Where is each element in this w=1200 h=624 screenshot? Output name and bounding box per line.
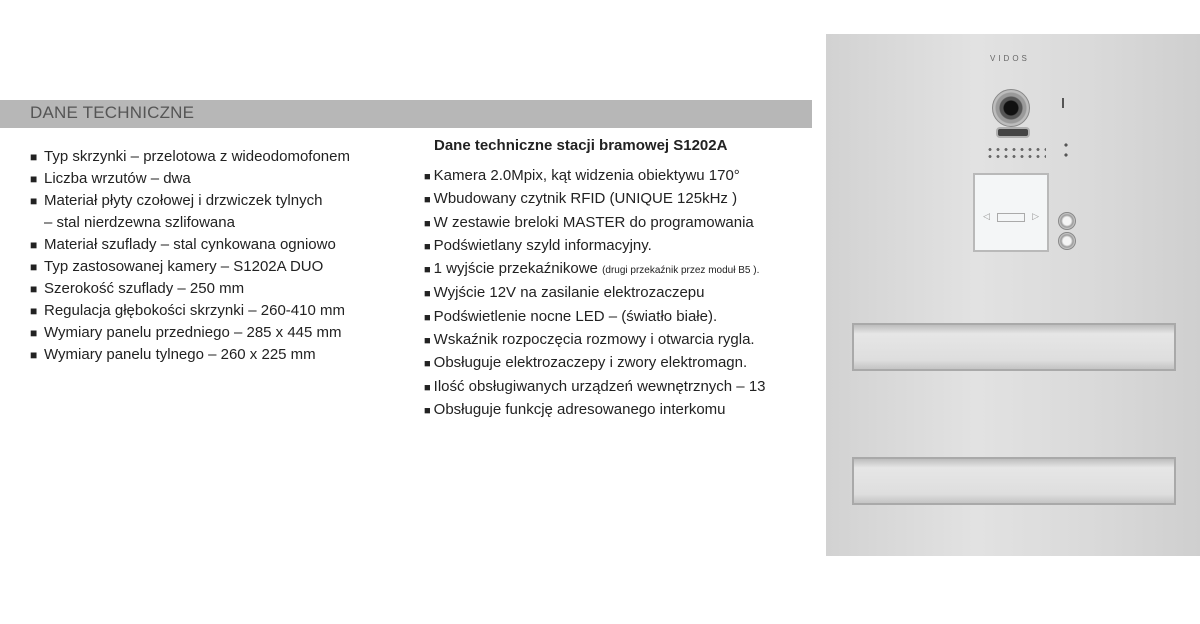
- list-item-text: Typ skrzynki – przelotowa z wideodomofonem: [44, 148, 350, 165]
- list-item-text: Szerokość szuflady – 250 mm: [44, 280, 245, 297]
- list-item-text: 1 wyjście przekaźnikowe: [433, 260, 598, 278]
- list-item: [30, 168, 410, 190]
- camera-lens-icon: [992, 89, 1030, 127]
- list-item: [424, 352, 814, 375]
- bullet-icon: ■: [30, 150, 38, 164]
- list-item: [424, 258, 814, 282]
- list-item: [424, 188, 814, 211]
- mail-slot-icon: [852, 323, 1176, 371]
- bullet-icon: ■: [30, 260, 38, 274]
- list-item-text: Podświetlenie nocne LED – (światło białe).: [433, 307, 718, 325]
- arrow-right-icon: ▷: [1032, 211, 1039, 221]
- section-title: DANE TECHNICZNE: [30, 103, 195, 122]
- bullet-icon: ■: [30, 326, 38, 340]
- bullet-icon: ■: [30, 194, 38, 208]
- list-item: [30, 278, 410, 300]
- bullet-icon: ■: [30, 304, 38, 318]
- list-item-text: Regulacja głębokości skrzynki – 260-410 mm: [44, 302, 345, 319]
- list-item: [424, 212, 814, 235]
- list-item: [30, 146, 410, 168]
- list-item: [30, 256, 410, 278]
- bullet-icon: ■: [30, 348, 38, 362]
- list-item-text: Wbudowany czytnik RFID (UNIQUE 125kHz ): [433, 190, 738, 208]
- list-item: [424, 329, 814, 352]
- brand-logo: VIDOS: [990, 54, 1030, 63]
- list-item-text: Kamera 2.0Mpix, kąt widzenia obiektywu 170°: [433, 167, 740, 184]
- status-mark-icon: [1062, 98, 1064, 108]
- bullet-icon: ■: [30, 172, 38, 186]
- bullet-icon: ■: [424, 311, 431, 324]
- list-item: [30, 344, 410, 366]
- bullet-icon: ■: [424, 404, 431, 417]
- microphone-dots-icon: [1064, 140, 1068, 160]
- list-item: [30, 300, 410, 322]
- list-item-text: Wymiary panelu tylnego – 260 x 225 mm: [44, 346, 316, 363]
- list-item-text: Liczba wrzutów – dwa: [44, 170, 191, 187]
- rfid-label-icon: [997, 213, 1025, 222]
- list-item-text: Materiał szuflady – stal cynkowana ogniowo: [44, 236, 336, 253]
- list-item-text: Podświetlany szyld informacyjny.: [433, 236, 652, 254]
- list-item: [424, 306, 814, 329]
- relay-note: (drugi przekaźnik przez moduł B5 ).: [602, 265, 760, 277]
- list-item-text: W zestawie breloki MASTER do programowania: [433, 213, 754, 231]
- bullet-icon: ■: [424, 171, 431, 183]
- list-item-text: – stal nierdzewna szlifowana: [44, 214, 235, 231]
- name-plate-window: [973, 173, 1049, 252]
- mailbox-product-image: [826, 34, 1200, 556]
- mail-slot-icon: [852, 457, 1176, 505]
- arrow-left-icon: ◁: [983, 211, 990, 221]
- speaker-grille-icon: [986, 146, 1046, 162]
- bullet-icon: ■: [424, 335, 431, 348]
- bullet-icon: ■: [424, 217, 431, 230]
- bullet-icon: ■: [424, 240, 431, 253]
- call-button-icon: [1058, 232, 1076, 250]
- bullet-icon: ■: [30, 282, 38, 296]
- list-item: [424, 165, 814, 188]
- list-item-text: Obsługuje funkcję adresowanego interkomu: [433, 400, 726, 418]
- section-header-bar: [0, 100, 812, 128]
- mailbox-specs-list: [30, 146, 410, 366]
- list-item: [424, 282, 814, 305]
- list-item: [30, 322, 410, 344]
- led-indicator-icon: [996, 127, 1030, 138]
- list-item-text: Materiał płyty czołowej i drzwiczek tylnych: [44, 192, 323, 209]
- list-item-text: Wymiary panelu przedniego – 285 x 445 mm: [44, 324, 342, 341]
- bullet-icon: ■: [424, 288, 431, 301]
- station-specs-title: Dane techniczne stacji bramowej S1202A: [434, 137, 728, 154]
- list-item-text: Obsługuje elektrozaczepy i zwory elektromagn.: [433, 354, 748, 372]
- bullet-icon: ■: [424, 264, 431, 277]
- list-item-text: Wyjście 12V na zasilanie elektrozaczepu: [433, 284, 705, 302]
- list-item: [424, 399, 814, 422]
- bullet-icon: ■: [424, 381, 431, 394]
- list-item: [424, 376, 814, 399]
- list-item: [424, 235, 814, 258]
- list-item: [30, 190, 410, 212]
- station-specs-list: [424, 165, 814, 422]
- bullet-icon: ■: [30, 238, 38, 252]
- bullet-icon: ■: [424, 194, 431, 207]
- bullet-icon: ■: [424, 358, 431, 371]
- call-button-icon: [1058, 212, 1076, 230]
- list-item-text: Ilość obsługiwanych urządzeń wewnętrznych – 13: [433, 377, 766, 395]
- list-item: [30, 234, 410, 256]
- list-item-text: Typ zastosowanej kamery – S1202A DUO: [44, 258, 324, 275]
- list-item-continuation: [30, 212, 410, 234]
- list-item-text: Wskaźnik rozpoczęcia rozmowy i otwarcia rygla.: [433, 331, 755, 349]
